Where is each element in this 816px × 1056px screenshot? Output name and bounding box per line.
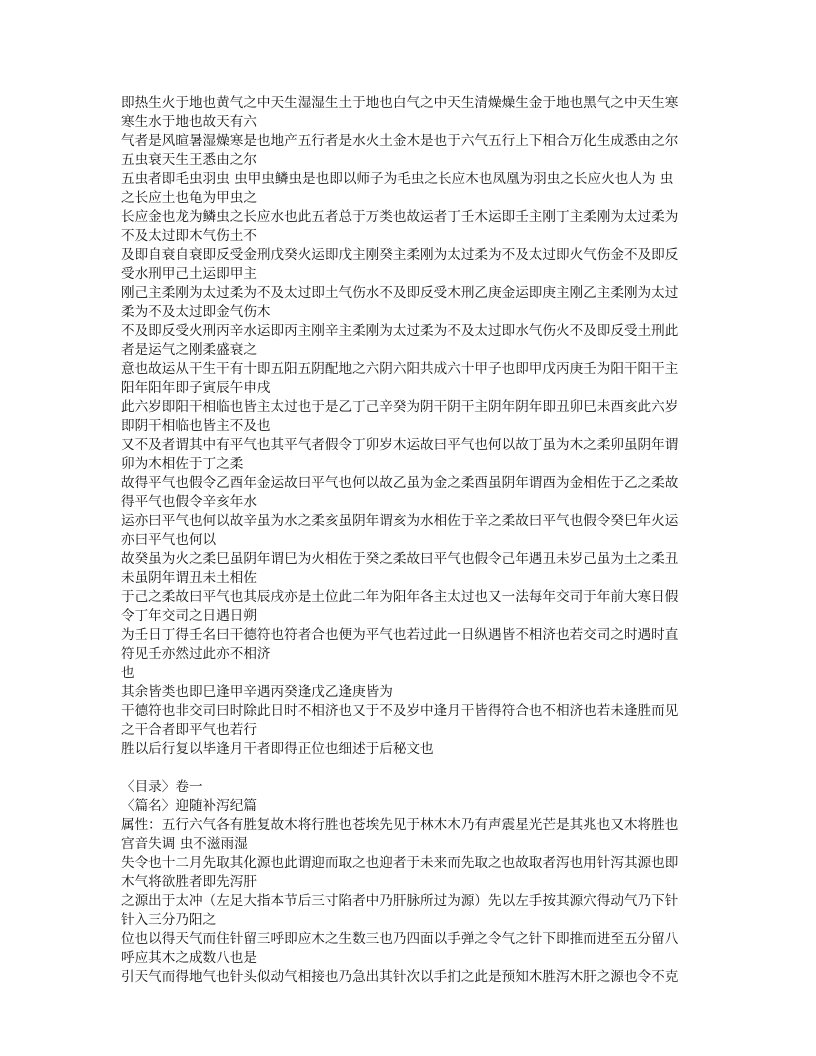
text-line: 寒生水于地也故天有六 — [121, 114, 257, 130]
text-line: 位也以得天气而住针留三呼即应木之生数三也乃四面以手弹之令气之针下即推而进至五分留八 — [121, 931, 679, 947]
text-line: 运亦曰平气也何以故辛虽为水之柔亥虽阴年谓亥为水相佐于辛之柔故曰平气也假令癸巳年火运 — [121, 513, 679, 529]
text-line: 即阴干相临也皆主不及也 — [121, 418, 271, 434]
text-line: 引天气而得地气也针头似动气相接也乃急出其针次以手扪之此是预知木胜泻木肝之源也令不克 — [121, 969, 679, 985]
text-line: 宫音失调 虫不滋雨湿 — [121, 836, 248, 852]
text-line: 令丁年交司之日遇日朔 — [121, 608, 257, 624]
text-line: 亦曰平气也何以 — [121, 532, 217, 548]
text-line: 气者是风暄暑湿燥寒是也地产五行者是水火土金木是也于六气五行上下相合万化生成悉由之尔 — [121, 133, 679, 149]
text-line: 失令也十二月先取其化源也此谓迎而取之也迎者于未来而先取之也故取者泻也用针泻其源也即 — [121, 855, 679, 871]
text-line: 于己之柔故曰平气也其辰戌亦是土位此二年为阳年各主太过也又一法每年交司于年前大寒日假 — [121, 589, 679, 605]
text-line: 者是运气之刚柔盛衰之 — [121, 342, 257, 358]
text-line: 故癸虽为火之柔巳虽阴年谓巳为火相佐于癸之柔故曰平气也假令己年遇丑未岁己虽为土之柔丑 — [121, 551, 679, 567]
text-line: 之长应土也龟为甲虫之 — [121, 190, 257, 206]
text-line: 又不及者谓其中有平气也其平气者假令丁卯岁木运故曰平气也何以故丁虽为木之柔卯虽阴年谓 — [121, 437, 679, 453]
text-line: 干德符也非交司曰时除此日时不相济也又于不及岁中逢月干皆得符合也不相济也若未逢胜而见 — [121, 703, 679, 719]
text-line: 木气将欲胜者即先泻肝 — [121, 874, 257, 890]
text-line: 此六岁即阳干相临也皆主太过也于是乙丁己辛癸为阴干阴干主阴年阴年即丑卯巳未酉亥此六岁 — [121, 399, 679, 415]
text-line: 不及即反受火刑丙辛水运即丙主刚辛主柔刚为太过柔为不及太过即水气伤火不及即反受土刑此 — [121, 323, 679, 339]
text-line: 受水刑甲己土运即甲主 — [121, 266, 257, 282]
text-line: 未虽阴年谓丑未土相佐 — [121, 570, 257, 586]
text-line: 属性：五行六气各有胜复故木将行胜也苍埃先见于林木木乃有声震星光芒是其兆也又木将胜也 — [121, 817, 679, 833]
text-line: 针入三分乃阳之 — [121, 912, 217, 928]
text-line: 为壬日丁得壬名曰干德符也符者合也便为平气也若过此一日纵遇皆不相济也若交司之时遇时直 — [121, 627, 679, 643]
text-line: 及即自衰自衰即反受金刑戊癸火运即戊主刚癸主柔刚为太过柔为不及太过即火气伤金不及即反 — [121, 247, 679, 263]
chapter-title: 〈篇名〉迎随补泻纪篇 — [121, 798, 257, 814]
blank-line — [121, 759, 711, 778]
text-line: 胜以后行复以毕逢月干者即得正位也细述于后秘文也 — [121, 741, 434, 757]
document-page — [121, 94, 711, 987]
text-line: 其余皆类也即巳逢甲辛遇丙癸逢戊乙逢庚皆为 — [121, 684, 393, 700]
text-line: 五虫者即毛虫羽虫 虫甲虫鳞虫是也即以师子为毛虫之长应木也凤凰为羽虫之长应火也人为 虫 — [121, 171, 674, 187]
text-line: 五虫衰天生王悉由之尔 — [121, 152, 257, 168]
text-line: 故得平气也假令乙酉年金运故曰平气也何以故乙虽为金之柔酉虽阴年谓酉为金相佐于乙之柔故 — [121, 475, 679, 491]
text-line: 柔为不及太过即金气伤木 — [121, 304, 271, 320]
text-line: 长应金也龙为鳞虫之长应水也此五者总于万类也故运者丁壬木运即壬主刚丁主柔刚为太过柔为 — [121, 209, 679, 225]
text-line: 意也故运从干生干有十即五阳五阴配地之六阴六阳共成六十甲子也即甲戊丙庚壬为阳干阳干主 — [121, 361, 679, 377]
text-line: 呼应其木之成数八也是 — [121, 950, 257, 966]
table-of-contents-heading: 〈目录〉卷一 — [121, 779, 203, 795]
text-line: 阳年阳年即子寅辰午申戌 — [121, 380, 271, 396]
text-line: 刚己主柔刚为太过柔为不及太过即土气伤水不及即反受木刑乙庚金运即庚主刚乙主柔刚为太过 — [121, 285, 679, 301]
text-line: 也 — [121, 665, 135, 681]
text-line: 之源出于太冲（左足大指本节后三寸陷者中乃肝脉所过为源）先以左手按其源穴得动气乃下针 — [121, 893, 679, 909]
text-line: 即热生火于地也黄气之中天生湿湿生土于地也白气之中天生清燥燥生金于地也黑气之中天生寒 — [121, 95, 679, 111]
text-line: 符见壬亦然过此亦不相济 — [121, 646, 271, 662]
text-line: 之干合者即平气也若行 — [121, 722, 257, 738]
text-line: 得平气也假令辛亥年水 — [121, 494, 257, 510]
text-line: 不及太过即木气伤土不 — [121, 228, 257, 244]
text-line: 卯为木相佐于丁之柔 — [121, 456, 244, 472]
